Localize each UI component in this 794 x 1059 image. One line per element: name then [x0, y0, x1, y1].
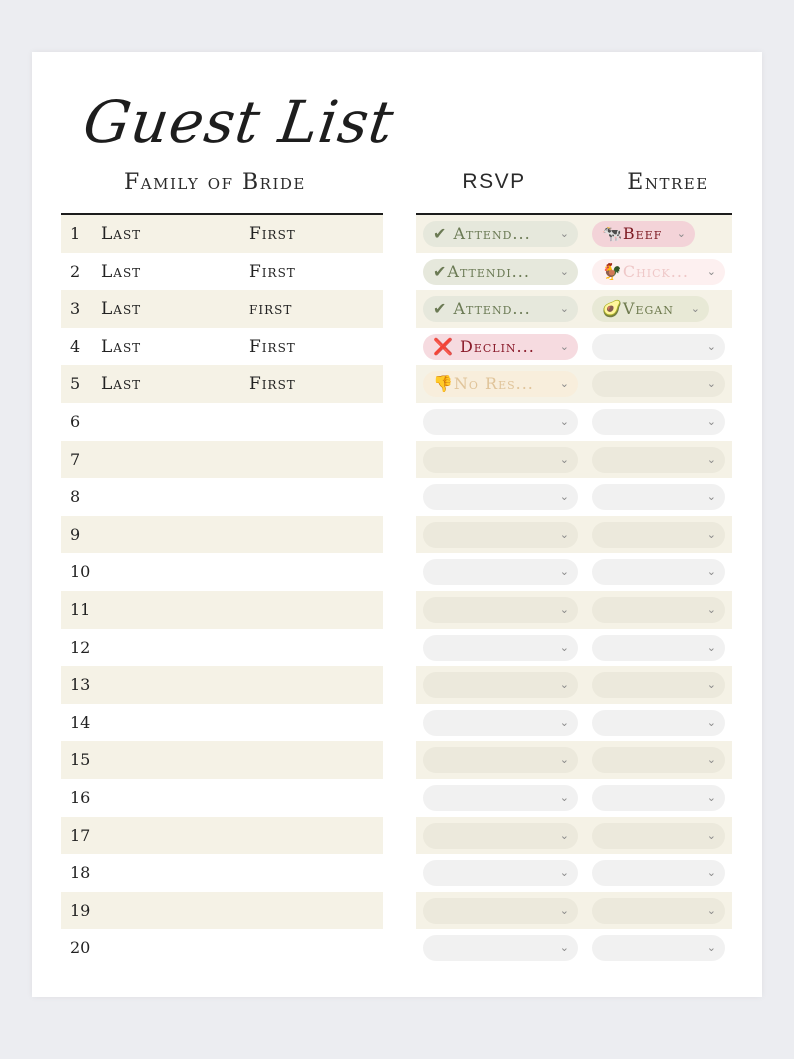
rsvp-dropdown[interactable]	[423, 221, 578, 247]
chevron-down-icon: ⌄	[706, 790, 717, 804]
chevron-down-icon: ⌄	[559, 678, 570, 692]
chevron-down-icon: ⌄	[706, 866, 717, 880]
row-number: 19	[70, 900, 91, 920]
chevron-down-icon: ⌄	[706, 941, 717, 955]
table-row	[416, 817, 732, 855]
table-row	[61, 892, 383, 930]
page-title: Guest List	[79, 88, 399, 156]
entree-value: 🐄Beef	[602, 224, 663, 243]
rsvp-dropdown[interactable]	[423, 785, 578, 811]
last-name-cell[interactable]: Last	[101, 374, 142, 395]
rsvp-dropdown[interactable]	[423, 371, 578, 397]
entree-dropdown[interactable]	[592, 409, 725, 435]
rsvp-value: 👎No Res...	[433, 374, 534, 394]
row-number: 4	[70, 336, 81, 356]
table-row	[416, 403, 732, 441]
rsvp-dropdown[interactable]	[423, 860, 578, 886]
entree-dropdown[interactable]	[592, 221, 695, 247]
row-number: 20	[70, 938, 91, 958]
row-number: 12	[70, 637, 91, 657]
entree-dropdown[interactable]	[592, 823, 725, 849]
first-name-cell[interactable]: First	[249, 336, 296, 357]
row-number: 2	[70, 261, 81, 281]
entree-dropdown[interactable]	[592, 898, 725, 924]
rsvp-dropdown[interactable]	[423, 296, 578, 322]
last-name-cell[interactable]: Last	[101, 299, 142, 320]
chevron-down-icon: ⌄	[706, 527, 717, 541]
chevron-down-icon: ⌄	[559, 227, 570, 240]
entree-dropdown[interactable]	[592, 334, 725, 360]
chevron-down-icon: ⌄	[706, 452, 717, 466]
entree-dropdown[interactable]	[592, 597, 725, 623]
chevron-down-icon: ⌄	[559, 452, 570, 466]
table-row	[61, 478, 383, 516]
table-row	[61, 553, 383, 591]
table-row	[61, 779, 383, 817]
chevron-down-icon: ⌄	[676, 227, 687, 240]
chevron-down-icon: ⌄	[559, 527, 570, 541]
chevron-down-icon: ⌄	[559, 828, 570, 842]
table-row	[416, 441, 732, 479]
entree-dropdown[interactable]	[592, 447, 725, 473]
table-row	[416, 666, 732, 704]
chevron-down-icon: ⌄	[559, 753, 570, 767]
chevron-down-icon: ⌄	[559, 866, 570, 880]
rsvp-value: ✔ Attend...	[433, 224, 531, 243]
chevron-down-icon: ⌄	[559, 941, 570, 955]
table-row	[416, 929, 732, 967]
column-header-rsvp: RSVP	[462, 170, 526, 193]
guest-list-sheet	[32, 52, 762, 997]
row-number: 3	[70, 299, 81, 319]
row-number: 15	[70, 750, 91, 770]
chevron-down-icon: ⌄	[690, 302, 701, 316]
table-row	[61, 253, 383, 291]
table-row	[416, 478, 732, 516]
chevron-down-icon: ⌄	[559, 490, 570, 504]
table-row	[61, 666, 383, 704]
table-row	[61, 441, 383, 479]
table-row	[61, 817, 383, 855]
table-row	[61, 365, 383, 403]
guest-choices-table	[416, 215, 732, 967]
chevron-down-icon: ⌄	[706, 602, 717, 616]
chevron-down-icon: ⌄	[706, 565, 717, 579]
table-row	[416, 629, 732, 667]
table-row	[416, 741, 732, 779]
chevron-down-icon: ⌄	[559, 903, 570, 917]
entree-dropdown[interactable]	[592, 484, 725, 510]
entree-dropdown[interactable]	[592, 635, 725, 661]
chevron-down-icon: ⌄	[706, 414, 717, 428]
entree-dropdown[interactable]	[592, 860, 725, 886]
chevron-down-icon: ⌄	[559, 602, 570, 616]
table-row	[416, 553, 732, 591]
table-row	[416, 892, 732, 930]
chevron-down-icon: ⌄	[706, 715, 717, 729]
rsvp-dropdown[interactable]	[423, 259, 578, 285]
row-number: 7	[70, 449, 81, 469]
table-row	[61, 403, 383, 441]
table-row	[61, 516, 383, 554]
rsvp-dropdown[interactable]	[423, 635, 578, 661]
chevron-down-icon: ⌄	[706, 828, 717, 842]
chevron-down-icon: ⌄	[559, 640, 570, 654]
table-row	[416, 215, 732, 253]
rsvp-dropdown[interactable]	[423, 597, 578, 623]
table-row	[61, 328, 383, 366]
entree-dropdown[interactable]	[592, 747, 725, 773]
table-row	[61, 929, 383, 967]
chevron-down-icon: ⌄	[706, 640, 717, 654]
row-number: 16	[70, 787, 91, 807]
entree-dropdown[interactable]	[592, 672, 725, 698]
table-row	[61, 591, 383, 629]
table-row	[416, 516, 732, 554]
row-number: 11	[70, 599, 91, 619]
table-row	[416, 854, 732, 892]
chevron-down-icon: ⌄	[706, 903, 717, 917]
rsvp-dropdown[interactable]	[423, 898, 578, 924]
rsvp-dropdown[interactable]	[423, 522, 578, 548]
entree-value: 🥑Vegan	[602, 299, 674, 319]
row-number: 8	[70, 487, 81, 507]
chevron-down-icon: ⌄	[706, 678, 717, 692]
rsvp-dropdown[interactable]	[423, 447, 578, 473]
chevron-down-icon: ⌄	[706, 339, 717, 353]
table-row	[416, 704, 732, 742]
row-number: 17	[70, 825, 91, 845]
table-row	[416, 779, 732, 817]
entree-value: 🐓Chick...	[602, 261, 689, 281]
table-row	[61, 290, 383, 328]
row-number: 10	[70, 562, 91, 582]
entree-dropdown[interactable]	[592, 371, 725, 397]
rsvp-value: ❌ Declin...	[433, 336, 535, 356]
guest-names-table	[61, 215, 383, 967]
row-number: 18	[70, 863, 91, 883]
row-number: 9	[70, 524, 81, 544]
row-number: 13	[70, 675, 91, 695]
chevron-down-icon: ⌄	[559, 414, 570, 428]
chevron-down-icon: ⌄	[559, 264, 570, 278]
rsvp-dropdown[interactable]	[423, 484, 578, 510]
chevron-down-icon: ⌄	[559, 790, 570, 804]
rsvp-dropdown[interactable]	[423, 747, 578, 773]
table-row	[61, 629, 383, 667]
rsvp-dropdown[interactable]	[423, 823, 578, 849]
chevron-down-icon: ⌄	[706, 377, 717, 391]
last-name-cell[interactable]: Last	[101, 261, 142, 282]
chevron-down-icon: ⌄	[559, 565, 570, 579]
row-number: 14	[70, 712, 91, 732]
rsvp-dropdown[interactable]	[423, 334, 578, 360]
rsvp-dropdown[interactable]	[423, 710, 578, 736]
first-name-cell[interactable]: First	[249, 261, 296, 282]
row-number: 1	[70, 224, 81, 243]
entree-dropdown[interactable]	[592, 259, 725, 285]
chevron-down-icon: ⌄	[559, 339, 570, 353]
entree-dropdown[interactable]	[592, 296, 709, 322]
table-row	[61, 704, 383, 742]
chevron-down-icon: ⌄	[559, 715, 570, 729]
chevron-down-icon: ⌄	[559, 377, 570, 391]
table-row	[416, 328, 732, 366]
table-row	[416, 253, 732, 291]
entree-dropdown[interactable]	[592, 559, 725, 585]
table-row	[61, 854, 383, 892]
chevron-down-icon: ⌄	[706, 753, 717, 767]
table-row	[416, 591, 732, 629]
entree-dropdown[interactable]	[592, 935, 725, 961]
column-header-entree: Entree	[627, 170, 709, 195]
first-name-cell[interactable]: first	[249, 299, 293, 320]
entree-dropdown[interactable]	[592, 522, 725, 548]
row-number: 6	[70, 411, 81, 431]
row-number: 5	[70, 374, 81, 394]
chevron-down-icon: ⌄	[706, 264, 717, 278]
last-name-cell[interactable]: Last	[101, 224, 142, 244]
column-header-family: Family of Bride	[124, 170, 306, 195]
chevron-down-icon: ⌄	[706, 490, 717, 504]
first-name-cell[interactable]: First	[249, 374, 296, 395]
table-row	[61, 215, 383, 253]
rsvp-dropdown[interactable]	[423, 559, 578, 585]
last-name-cell[interactable]: Last	[101, 336, 142, 357]
rsvp-dropdown[interactable]	[423, 409, 578, 435]
entree-dropdown[interactable]	[592, 710, 725, 736]
chevron-down-icon: ⌄	[559, 302, 570, 316]
entree-dropdown[interactable]	[592, 785, 725, 811]
table-row	[61, 741, 383, 779]
rsvp-dropdown[interactable]	[423, 935, 578, 961]
table-row	[416, 290, 732, 328]
first-name-cell[interactable]: First	[249, 224, 296, 244]
rsvp-value: ✔Attendi...	[433, 261, 530, 281]
rsvp-dropdown[interactable]	[423, 672, 578, 698]
table-row	[416, 365, 732, 403]
rsvp-value: ✔ Attend...	[433, 299, 531, 319]
